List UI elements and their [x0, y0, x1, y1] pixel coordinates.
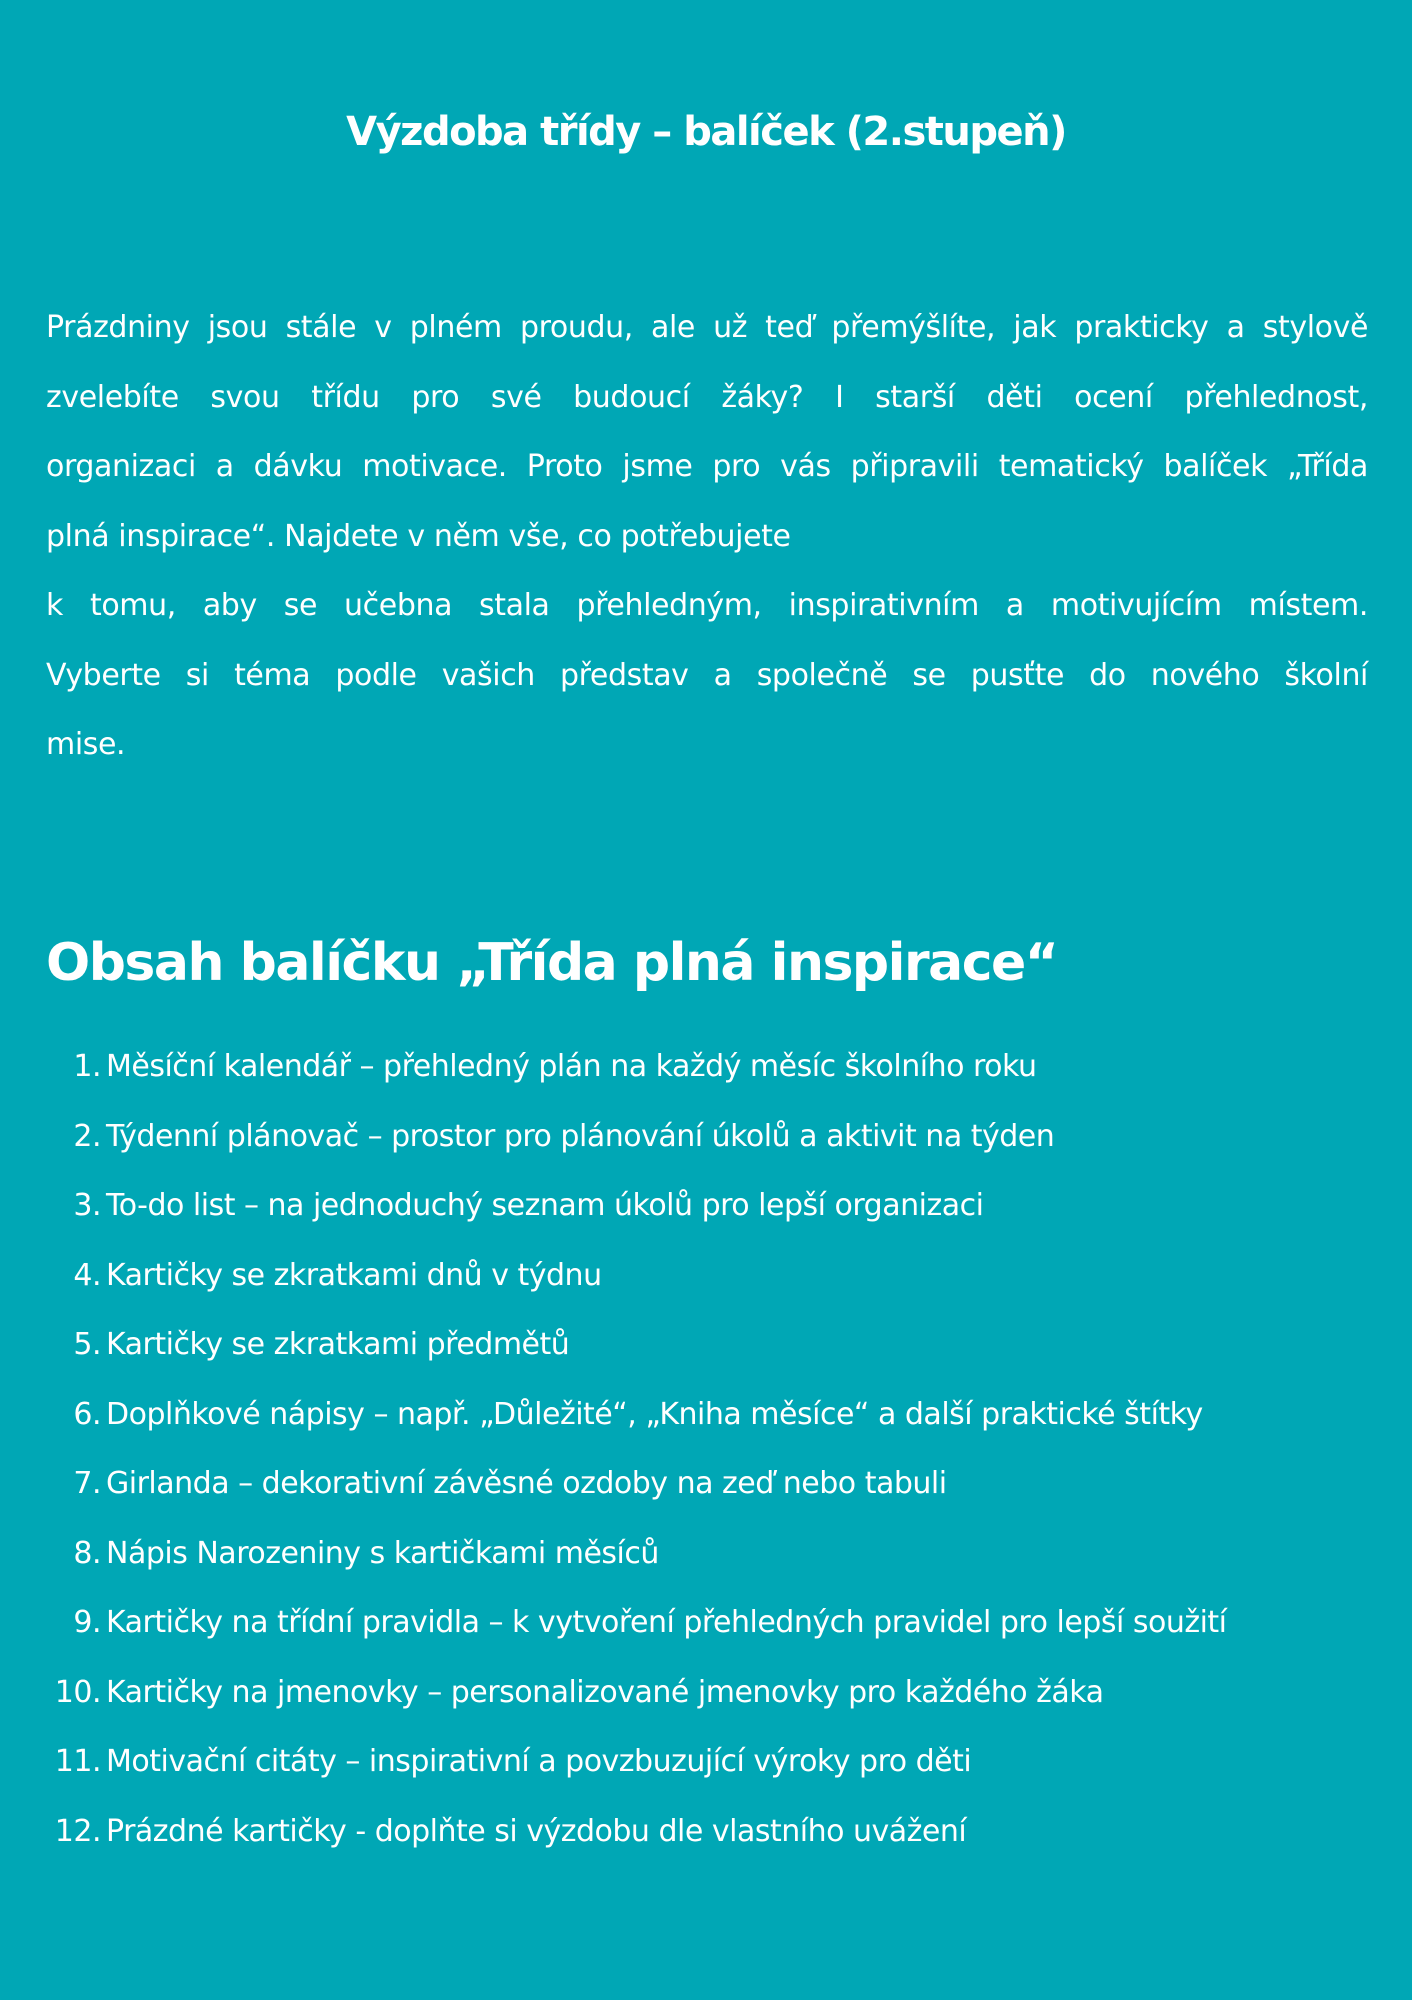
intro-paragraph [46, 293, 1368, 780]
intro-line: plná inspirace“. Najdete v něm vše, co potřebujete [46, 518, 791, 554]
list-item-text: Prázdné kartičky - doplňte si výzdobu dle vlastního uvážení [106, 1813, 967, 1849]
list-item-number: 10. [54, 1674, 101, 1710]
list-item [0, 1588, 1412, 1658]
list-item-text: Girlanda – dekorativní závěsné ozdoby na zeď nebo tabuli [106, 1466, 947, 1501]
list-item [0, 1032, 1412, 1102]
intro-line: k tomu, aby se učebna stala přehledným, inspirativním a motivujícím místem. [46, 588, 1368, 623]
list-item [0, 1658, 1412, 1728]
list-item-text: To-do list – na jednoduchý seznam úkolů pro lepší organizaci [106, 1188, 984, 1223]
section-heading: Obsah balíčku „Třída plná inspirace“ [46, 933, 1058, 993]
list-item-text: Kartičky na jmenovky – personalizované jmenovky pro každého žáka [106, 1674, 1104, 1710]
list-item-text: Měsíční kalendář – přehledný plán na každý měsíc školního roku [106, 1049, 1037, 1084]
intro-line: Prázdniny jsou stále v plném proudu, ale už teď přemýšlíte, jak prakticky a stylově [46, 310, 1368, 345]
page-title: Výzdoba třídy – balíček (2.stupeň) [346, 109, 1066, 155]
list-item-text: Kartičky na třídní pravidla – k vytvoření přehledných pravidel pro lepší soužití [106, 1605, 1227, 1640]
list-item-number: 3. [73, 1188, 101, 1223]
intro-line: mise. [46, 727, 126, 762]
list-item [0, 1727, 1412, 1797]
list-item [0, 1171, 1412, 1241]
list-item-number: 11. [54, 1744, 101, 1779]
list-item-number: 1. [73, 1049, 101, 1084]
list-item-number: 7. [73, 1466, 101, 1501]
list-item-text: Týdenní plánovač – prostor pro plánování úkolů a aktivit na týden [106, 1118, 1055, 1154]
list-item-text: Motivační citáty – inspirativní a povzbuzující výroky pro děti [106, 1744, 972, 1779]
list-item [0, 1449, 1412, 1519]
intro-line: zvelebíte svou třídu pro své budoucí žáky? I starší děti ocení přehlednost, [46, 379, 1368, 415]
list-item-number: 12. [54, 1813, 101, 1849]
list-item [0, 1797, 1412, 1867]
list-item [0, 1519, 1412, 1589]
list-item-text: Kartičky se zkratkami dnů v týdnu [106, 1257, 602, 1293]
intro-line: Vyberte si téma podle vašich představ a společně se pusťte do nového školní [46, 657, 1368, 693]
list-item [0, 1102, 1412, 1172]
contents-list [0, 1032, 1412, 1866]
list-item-text: Kartičky se zkratkami předmětů [106, 1327, 570, 1362]
list-item [0, 1310, 1412, 1380]
list-item-text: Doplňkové nápisy – např. „Důležité“, „Kniha měsíce“ a další praktické štítky [106, 1396, 1203, 1432]
list-item-number: 5. [73, 1327, 101, 1362]
list-item-number: 6. [73, 1396, 101, 1432]
list-item-number: 2. [73, 1118, 101, 1154]
list-item [0, 1241, 1412, 1311]
list-item-number: 8. [73, 1535, 101, 1571]
intro-line: organizaci a dávku motivace. Proto jsme pro vás připravili tematický balíček „Třída [46, 449, 1368, 484]
list-item-text: Nápis Narozeniny s kartičkami měsíců [106, 1535, 659, 1571]
list-item-number: 4. [73, 1257, 101, 1293]
list-item-number: 9. [73, 1605, 101, 1640]
list-item [0, 1380, 1412, 1450]
